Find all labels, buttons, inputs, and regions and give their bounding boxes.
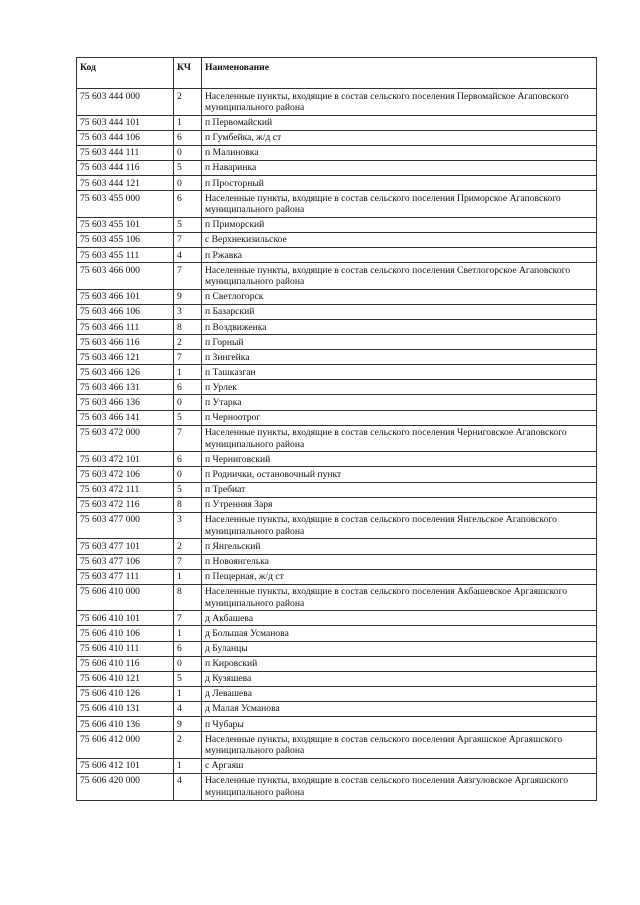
cell-name: п Наваринка [202,160,597,175]
cell-name: п Светлогорск [202,289,597,304]
cell-name: п Ржавка [202,248,597,263]
cell-kch: 1 [174,686,202,701]
table-row [77,773,597,800]
cell-name: д Малая Усманова [202,701,597,716]
cell-kch: 8 [174,584,202,611]
table-row [77,320,597,335]
cell-name: Населенные пункты, входящие в состав сельского поселения Аргаяшское Аргаяшского муниципального района [202,732,597,759]
cell-kch: 9 [174,717,202,732]
cell-name: п Требиат [202,482,597,497]
cell-kch: 0 [174,467,202,482]
cell-kch: 5 [174,217,202,232]
cell-kch: 3 [174,304,202,319]
cell-name: п Первомайский [202,115,597,130]
table-row [77,641,597,656]
cell-code: 75 603 466 111 [77,320,174,335]
cell-name: Населенные пункты, входящие в состав сельского поселения Аязгуловское Аргаяшского муниципального района [202,773,597,800]
cell-name: п Приморский [202,217,597,232]
cell-name: п Ташказган [202,365,597,380]
cell-code: 75 603 472 000 [77,425,174,452]
cell-code: 75 603 444 121 [77,176,174,191]
cell-name: п Гумбейка, ж/д ст [202,130,597,145]
cell-kch: 0 [174,656,202,671]
table-row [77,482,597,497]
cell-kch: 1 [174,569,202,584]
cell-kch: 0 [174,395,202,410]
cell-code: 75 603 472 101 [77,452,174,467]
cell-name: п Черниговский [202,452,597,467]
cell-kch: 8 [174,320,202,335]
cell-code: 75 606 420 000 [77,773,174,800]
table-row [77,701,597,716]
cell-code: 75 603 466 106 [77,304,174,319]
cell-name: п Просторный [202,176,597,191]
cell-code: 75 603 444 106 [77,130,174,145]
cell-kch: 8 [174,497,202,512]
cell-code: 75 603 466 101 [77,289,174,304]
cell-name: п Зингейка [202,350,597,365]
cell-name: Населенные пункты, входящие в состав сельского поселения Черниговское Агаповского муниципального района [202,425,597,452]
cell-kch: 7 [174,611,202,626]
table-row [77,732,597,759]
table-row [77,115,597,130]
table-row [77,671,597,686]
cell-name: п Горный [202,335,597,350]
cell-name: Населенные пункты, входящие в состав сельского поселения Приморское Агаповского муниципального района [202,191,597,218]
cell-kch: 6 [174,130,202,145]
cell-kch: 3 [174,512,202,539]
table-row [77,263,597,290]
okato-table [76,57,597,801]
cell-code: 75 606 410 126 [77,686,174,701]
table-row [77,717,597,732]
cell-name: п Утарка [202,395,597,410]
cell-name: д Левашева [202,686,597,701]
cell-kch: 4 [174,248,202,263]
cell-code: 75 606 410 111 [77,641,174,656]
cell-kch: 0 [174,145,202,160]
cell-name: п Утренняя Заря [202,497,597,512]
cell-kch: 2 [174,732,202,759]
cell-kch: 0 [174,176,202,191]
cell-code: 75 606 410 101 [77,611,174,626]
cell-kch: 5 [174,410,202,425]
cell-code: 75 603 472 116 [77,497,174,512]
table-row [77,304,597,319]
table-row [77,176,597,191]
cell-kch: 6 [174,641,202,656]
cell-code: 75 603 444 101 [77,115,174,130]
cell-name: п Урлек [202,380,597,395]
cell-kch: 7 [174,263,202,290]
table-row [77,410,597,425]
cell-name: п Базарский [202,304,597,319]
cell-name: п Роднички, остановочный пункт [202,467,597,482]
header-code: Код [77,58,174,89]
cell-code: 75 603 444 116 [77,160,174,175]
cell-kch: 7 [174,350,202,365]
table-row [77,160,597,175]
cell-kch: 5 [174,482,202,497]
table-row [77,467,597,482]
cell-name: Населенные пункты, входящие в состав сельского поселения Акбашевское Аргаяшского муниципального района [202,584,597,611]
table-row [77,497,597,512]
cell-kch: 7 [174,554,202,569]
cell-code: 75 603 472 111 [77,482,174,497]
table-row [77,539,597,554]
table-row [77,425,597,452]
cell-code: 75 603 466 131 [77,380,174,395]
cell-kch: 1 [174,115,202,130]
cell-kch: 4 [174,701,202,716]
cell-code: 75 603 455 111 [77,248,174,263]
table-row [77,584,597,611]
cell-name: с Аргаяш [202,758,597,773]
cell-code: 75 603 455 000 [77,191,174,218]
cell-code: 75 603 477 111 [77,569,174,584]
cell-kch: 6 [174,191,202,218]
table-row [77,248,597,263]
cell-kch: 7 [174,425,202,452]
cell-name: Населенные пункты, входящие в состав сельского поселения Первомайское Агаповского муниципального района [202,89,597,116]
cell-name: п Янгельский [202,539,597,554]
table-row [77,365,597,380]
cell-name: п Черноотрог [202,410,597,425]
cell-kch: 2 [174,539,202,554]
cell-code: 75 606 410 136 [77,717,174,732]
cell-code: 75 603 466 121 [77,350,174,365]
cell-name: д Кузяшева [202,671,597,686]
table-row [77,335,597,350]
cell-name: п Чубары [202,717,597,732]
table-row [77,611,597,626]
table-row [77,554,597,569]
cell-code: 75 606 410 131 [77,701,174,716]
cell-code: 75 603 477 101 [77,539,174,554]
cell-kch: 2 [174,89,202,116]
table-row [77,217,597,232]
cell-code: 75 603 466 116 [77,335,174,350]
cell-code: 75 606 412 101 [77,758,174,773]
cell-kch: 1 [174,365,202,380]
cell-code: 75 603 466 136 [77,395,174,410]
table-row [77,130,597,145]
cell-code: 75 606 412 000 [77,732,174,759]
cell-kch: 5 [174,671,202,686]
table-row [77,395,597,410]
cell-name: п Новоянгелька [202,554,597,569]
table-row [77,191,597,218]
table-row [77,289,597,304]
table-row [77,656,597,671]
table-row [77,452,597,467]
cell-name: д Большая Усманова [202,626,597,641]
table-row [77,512,597,539]
table-row [77,686,597,701]
cell-name: п Малиновка [202,145,597,160]
cell-code: 75 603 477 106 [77,554,174,569]
table-header-row [77,58,597,89]
cell-kch: 9 [174,289,202,304]
cell-code: 75 603 466 000 [77,263,174,290]
cell-kch: 7 [174,232,202,247]
cell-name: д Акбашева [202,611,597,626]
cell-code: 75 603 472 106 [77,467,174,482]
table-row [77,626,597,641]
header-name: Наименование [202,58,597,89]
cell-code: 75 603 444 111 [77,145,174,160]
cell-name: д Буланцы [202,641,597,656]
cell-code: 75 606 410 000 [77,584,174,611]
table-row [77,569,597,584]
cell-kch: 6 [174,380,202,395]
cell-kch: 2 [174,335,202,350]
cell-kch: 6 [174,452,202,467]
table-row [77,758,597,773]
table-row [77,232,597,247]
cell-code: 75 606 410 116 [77,656,174,671]
table-row [77,350,597,365]
cell-name: п Воздвиженка [202,320,597,335]
cell-kch: 1 [174,626,202,641]
cell-code: 75 603 466 141 [77,410,174,425]
cell-name: Населенные пункты, входящие в состав сельского поселения Янгельское Агаповского муниципального района [202,512,597,539]
cell-kch: 1 [174,758,202,773]
cell-code: 75 606 410 106 [77,626,174,641]
cell-code: 75 606 410 121 [77,671,174,686]
cell-name: п Пещерная, ж/д ст [202,569,597,584]
table-row [77,89,597,116]
cell-code: 75 603 444 000 [77,89,174,116]
header-kch: КЧ [174,58,202,89]
table-row [77,145,597,160]
cell-name: с Верхнекизильское [202,232,597,247]
cell-kch: 4 [174,773,202,800]
cell-code: 75 603 466 126 [77,365,174,380]
cell-name: п Кировский [202,656,597,671]
cell-code: 75 603 477 000 [77,512,174,539]
cell-code: 75 603 455 101 [77,217,174,232]
cell-kch: 5 [174,160,202,175]
table-row [77,380,597,395]
table-body [77,89,597,801]
cell-code: 75 603 455 106 [77,232,174,247]
cell-name: Населенные пункты, входящие в состав сельского поселения Светлогорское Агаповского муниципального района [202,263,597,290]
